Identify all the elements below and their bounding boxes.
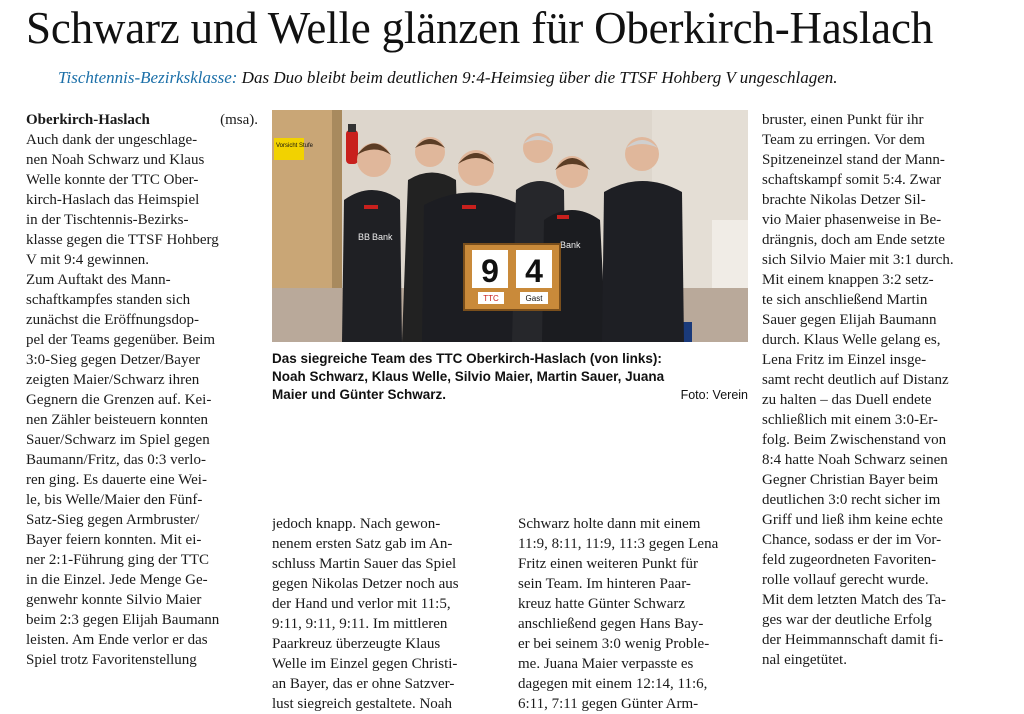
text-line: genwehr konnte Silvio Maier xyxy=(26,592,202,608)
dateline-line xyxy=(26,110,258,130)
text-line: Mit dem letzten Match des Ta- xyxy=(762,592,947,608)
article-column-3 xyxy=(518,514,748,714)
subheadline xyxy=(58,68,1018,88)
subhead-kicker: Tischtennis-Bezirksklasse: xyxy=(58,68,238,87)
text-line: Griff und ließ ihm keine echte xyxy=(762,512,943,528)
text-line: deutlichen 3:0 recht sicher im xyxy=(762,492,941,508)
text-line: Zum Auftakt des Mann- xyxy=(26,272,171,288)
text-line: dagegen mit einem 12:14, 11:6, xyxy=(518,676,708,692)
scoreboard xyxy=(464,244,560,310)
text-line: ren ging. Es dauerte eine Wei- xyxy=(26,472,207,488)
home-label: TTC xyxy=(483,294,499,303)
svg-text:Bank: Bank xyxy=(560,240,581,250)
text-line: zunächst die Eröffnungsdop- xyxy=(26,312,200,328)
text-line: te sich anschließend Martin xyxy=(762,292,928,308)
text-line: Welle im Einzel gegen Christi- xyxy=(272,656,458,672)
text-line: jedoch knapp. Nach gewon- xyxy=(272,516,441,532)
text-line: zeigten Maier/Schwarz ihren xyxy=(26,372,200,388)
text-line: nenem ersten Satz gab im An- xyxy=(272,536,453,552)
text-line: 6:11, 7:11 gegen Günter Arm- xyxy=(518,696,699,712)
text-line: nen Noah Schwarz und Klaus xyxy=(26,152,205,168)
team-photo xyxy=(272,110,748,342)
text-line: rolle vollauf gerecht wurde. xyxy=(762,572,929,588)
text-line: er bei seinem 3:0 wenig Proble- xyxy=(518,636,710,652)
text-line: kreuz hatte Günter Schwarz xyxy=(518,596,686,612)
score-guest: 4 xyxy=(525,253,543,289)
text-line: schaftskampf somit 5:4. Zwar xyxy=(762,172,942,188)
text-line: 9:11, 9:11, 9:11. Im mittleren xyxy=(272,616,448,632)
text-line: sich Silvio Maier mit 3:1 durch. xyxy=(762,252,954,268)
text-line: schließlich mit einem 3:0-Er- xyxy=(762,412,938,428)
text-line: lust siegreich gestaltete. Noah xyxy=(272,696,452,712)
text-line: bruster, einen Punkt für ihr xyxy=(762,112,924,128)
text-line: beim 2:3 gegen Elijah Baumann xyxy=(26,612,220,628)
text-line: Gegnern die Grenzen auf. Kei- xyxy=(26,392,212,408)
text-line: anschließend gegen Hans Bay- xyxy=(518,616,704,632)
article-column-2 xyxy=(272,514,502,714)
text-line: Schwarz holte dann mit einem xyxy=(518,516,701,532)
text-line: durch. Klaus Welle gelang es, xyxy=(762,332,941,348)
subhead-text: Das Duo bleibt beim deutlichen 9:4-Heimsieg über die TTSF Hohberg V ungeschlagen. xyxy=(237,68,838,87)
text-line: 3:0-Sieg gegen Detzer/Bayer xyxy=(26,352,201,368)
text-line: der Heimmannschaft damit fi- xyxy=(762,632,944,648)
caption-text: Maier und Günter Schwarz. xyxy=(272,387,447,402)
text-line: leisten. Am Ende verlor er das xyxy=(26,632,208,648)
text-line: 11:9, 8:11, 11:9, 11:3 gegen Lena xyxy=(518,536,719,552)
article-column-1 xyxy=(26,110,258,670)
text-line: nal eingetütet. xyxy=(762,652,847,668)
text-line: schluss Martin Sauer das Spiel xyxy=(272,556,457,572)
wall-sign-text: Vorsicht Stufe xyxy=(276,143,314,149)
text-line: me. Juana Maier verpasste es xyxy=(518,656,694,672)
shirt-text: BB xyxy=(358,232,371,242)
text-line: le, bis Welle/Maier den Fünf- xyxy=(26,492,203,508)
text-line: Satz-Sieg gegen Armbruster/ xyxy=(26,512,200,528)
caption-line xyxy=(272,350,748,368)
text-line: in der Tischtennis-Bezirks- xyxy=(26,212,189,228)
text-line: brachte Nikolas Detzer Sil- xyxy=(762,192,926,208)
text-line: kirch-Haslach das Heimspiel xyxy=(26,192,200,208)
text-line: Bayer feiern konnten. Mit ei- xyxy=(26,532,202,548)
text-line: schaftkampfes standen sich xyxy=(26,292,191,308)
svg-text:Bank: Bank xyxy=(372,232,393,242)
text-line: Fritz einen weiteren Punkt für xyxy=(518,556,698,572)
text-line: ner 2:1-Führung ging der TTC xyxy=(26,552,210,568)
text-line: klasse gegen die TTSF Hohberg xyxy=(26,232,219,248)
text-line: samt recht deutlich auf Distanz xyxy=(762,372,949,388)
caption-line xyxy=(272,386,748,404)
text-line: Sauer gegen Elijah Baumann xyxy=(762,312,937,328)
article-column-4 xyxy=(762,110,998,670)
text-line: Team zu erringen. Vor dem xyxy=(762,132,925,148)
text-line: V mit 9:4 gewinnen. xyxy=(26,252,150,268)
text-line: Welle konnte der TTC Ober- xyxy=(26,172,199,188)
caption-line xyxy=(272,368,748,386)
text-line: folg. Beim Zwischenstand von xyxy=(762,432,947,448)
text-line: Mit einem knappen 3:2 setz- xyxy=(762,272,934,288)
dateline-author: (msa). xyxy=(220,112,258,128)
text-line: Baumann/Fritz, das 0:3 verlo- xyxy=(26,452,206,468)
guest-label: Gast xyxy=(525,294,543,303)
text-line: gegen Nikolas Detzer noch aus xyxy=(272,576,459,592)
text-line: Auch dank der ungeschlage- xyxy=(26,132,198,148)
text-line: feld zugeordneten Favoriten- xyxy=(762,552,937,568)
photo-caption xyxy=(272,350,748,404)
text-line: Chance, sodass er der im Vor- xyxy=(762,532,942,548)
text-line: pel der Teams gegenüber. Beim xyxy=(26,332,216,348)
text-line: zu halten – das Duell endete xyxy=(762,392,932,408)
text-line: der Hand und verlor mit 11:5, xyxy=(272,596,451,612)
text-line: Sauer/Schwarz im Spiel gegen xyxy=(26,432,210,448)
text-line: in die Einzel. Jede Menge Ge- xyxy=(26,572,208,588)
photo-credit: Foto: Verein xyxy=(680,388,748,402)
dateline-place: Oberkirch-Haslach xyxy=(26,112,150,128)
text-line: Gegner Christian Bayer beim xyxy=(762,472,939,488)
text-line: sein Team. Im hinteren Paar- xyxy=(518,576,691,592)
text-line: Lena Fritz im Einzel insge- xyxy=(762,352,927,368)
text-line: nen Zähler beisteuern konnten xyxy=(26,412,209,428)
text-line: Spiel trotz Favoritenstellung xyxy=(26,652,197,668)
text-line: vio Maier phasenweise in Be- xyxy=(762,212,942,228)
text-line: Spitzeneinzel stand der Mann- xyxy=(762,152,945,168)
caption-text: Noah Schwarz, Klaus Welle, Silvio Maier, Martin Sauer, Juana xyxy=(272,369,665,384)
score-home: 9 xyxy=(481,253,499,289)
text-line: ges war der deutliche Erfolg xyxy=(762,612,932,628)
text-line: Paarkreuz überzeugte Klaus xyxy=(272,636,441,652)
text-line: drängnis, doch am Ende setzte xyxy=(762,232,945,248)
caption-text: Das siegreiche Team des TTC Oberkirch-Haslach (von links): xyxy=(272,351,662,366)
text-line: 8:4 hatte Noah Schwarz seinen xyxy=(762,452,948,468)
text-line: an Bayer, das er ohne Satzver- xyxy=(272,676,455,692)
headline: Schwarz und Welle glänzen für Oberkirch-Haslach xyxy=(26,3,934,53)
